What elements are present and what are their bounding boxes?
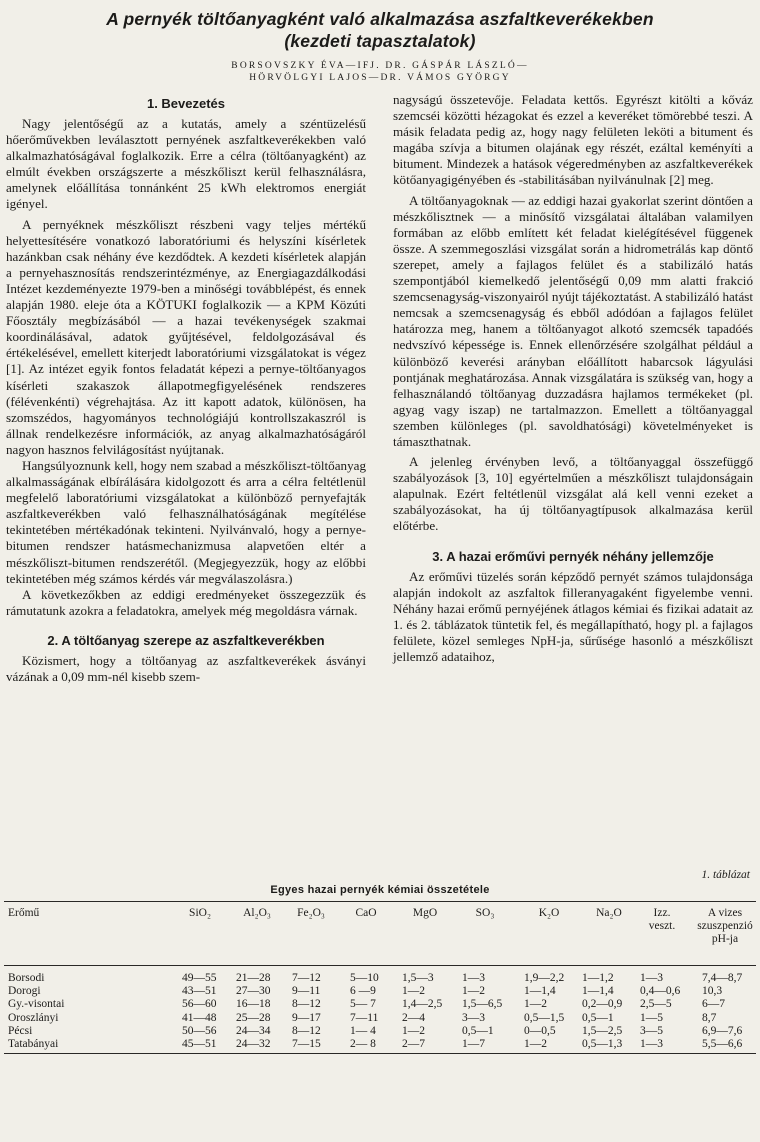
- table-cell-mgo: 1,5—3: [402, 972, 434, 984]
- table-cell-cao: 5—10: [350, 972, 379, 984]
- header-fe2o3: Fe₂O₃: [297, 907, 325, 919]
- table-cell-sio2: 50—56: [182, 1024, 217, 1037]
- paragraph: A pernyéknek mészkőliszt részbeni vagy teljes mértékű helyettesítésére vonatkozó laboratóriumi és helyszíni kísérletek hazánkban csak néhány éve kezdődtek. A kezdeti kísérletek alapján a pernyehasznosítás rendszerintézménye, az Energiagazdálkodási Intézet kezdeményezte 1979-ben a minőségi továbblépést, és ennek alapján 1980. eleje óta a KÖTUKI foglalkozik — a KPM Közúti Főosztály megbízásából — a hazai tevékenységek szakmai koordinálásával, adatok gyűjtésével, feldolgozásával és értékelésével, emellett kiterjedt laboratóriumi vizsgálatokat is végez [1]. Az intézet egyik fontos feladatát képezi a pernye-töltőanyagos kísérleti szakaszok állapotmegfigyelésének rendszeres (félévenkénti) végrehajtása. Az itt kapott adatok, különösen, ha szomszédos, hagyományos technológiájú kontrollszakaszról is állnak rendelkezésre információk, az anyag alkalmazhatóságáról nagyon hasznos felvilágosítást nyújtanak.: [6, 216, 366, 457]
- table-cell-na2o: 1—1,2: [582, 972, 614, 984]
- table-cell-al2o3: 25—28: [236, 1011, 271, 1024]
- table-cell-al2o3: 21—28: [236, 972, 271, 984]
- right-column: [393, 92, 753, 665]
- table-cell-cao: 5— 7: [350, 998, 376, 1011]
- table-cell-cao: 1— 4: [350, 1024, 376, 1037]
- table-cell-k2o: 0—0,5: [524, 1024, 556, 1037]
- table-cell-cao: 2— 8: [350, 1038, 376, 1050]
- table-row-label: Tatabányai: [8, 1038, 59, 1050]
- table-cell-fe2o3: 8—12: [292, 1024, 321, 1037]
- header-mgo: MgO: [412, 907, 438, 919]
- table-cell-sio2: 43—51: [182, 985, 217, 998]
- table-title: Egyes hazai pernyék kémiai összetétele: [270, 884, 490, 896]
- header-sio2: SiO₂: [189, 907, 211, 919]
- table-cell-na2o: 0,5—1,3: [582, 1038, 623, 1050]
- table-cell-ph: 7,4—8,7: [702, 972, 743, 984]
- table-cell-k2o: 1—1,4: [524, 985, 556, 998]
- table-cell-mgo: 2—7: [402, 1038, 425, 1050]
- table-cell-na2o: 0,5—1: [582, 1011, 614, 1024]
- table-cell-izz: 1—5: [640, 1011, 663, 1024]
- table-cell-so3: 1,5—6,5: [462, 998, 503, 1011]
- header-eromu: Erőmű: [8, 907, 40, 919]
- table-cell-na2o: 1,5—2,5: [582, 1024, 623, 1037]
- paragraph: A töltőanyagoknak — az eddigi hazai gyakorlat szerint döntően a mészkőlisztnek — a minősítő vizsgálatai általában valamilyen formában az előbb említett két feladat kielégítésével függenek össze. A szemmegoszlási vizsgálat során a hidrometrálás kap döntő szerepet, amely a fajlagos felület és a stabilizáló hatás szempontjából kiemelkedő jelentőségű 0,09 mm alatti frakció szemcsenagyság-viszonyairól nyújt tájékoztatást. A stabilizáló hatást nemcsak a szemcsenagyság és ebből adódóan a fajlagos felület határozza meg, hanem a töltőanyagot alkotó szemcsék tapadóés nedvszívó képessége is. Ennek ellenőrzésére szolgálhat például a különböző keverési arányban előállított habarcsok lágyulási pontjának meghatározása. Annak vizsgálatára is szükség van, hogy a felhasználandó töltőanyag duzzadásra hajlamos termékeket (pl. agyag vagy iszap) ne tartalmazzon. Emellett a töltőanyaggal szemben különleges (pl. savoldhatósági) követelményeket is támaszthatnak.: [393, 192, 753, 449]
- paragraph: Az erőművi tüzelés során képződő pernyét számos tulajdonsága alapján indokolt az aszfaltok filleranyagaként figyelembe venni. Néhány hazai erőmű pernyéjének átlagos kémiai és fizikai adatait az 1. és 2. táblázatok tüntetik fel, és megállapítható, hogy pl. a fajlagos felülete, közel semleges NpH-ja, sűrűsége hasonló a mészkőliszt jellemző adataihoz,: [393, 568, 753, 664]
- table-cell-ph: 8,7: [702, 1011, 717, 1024]
- table-cell-mgo: 1,4—2,5: [402, 998, 443, 1011]
- title-line-1: A pernyék töltőanyagként való alkalmazása aszfaltkeverékekben: [106, 9, 654, 29]
- table-top-rule: [4, 901, 756, 902]
- table-cell-na2o: 0,2—0,9: [582, 998, 623, 1011]
- header-ph: A vizes szuszpenzió pH-ja: [697, 907, 753, 945]
- paragraph: Közismert, hogy a töltőanyag az aszfaltkeverékek ásványi vázának a 0,09 mm-nél kisebb szem-: [6, 652, 366, 684]
- table-cell-sio2: 41—48: [182, 1011, 217, 1024]
- table-cell-izz: 2,5—5: [640, 998, 672, 1011]
- header-k2o: K₂O: [538, 907, 560, 919]
- table-cell-sio2: 45—51: [182, 1038, 217, 1050]
- table-cell-mgo: 1—2: [402, 985, 425, 998]
- table-cell-al2o3: 24—34: [236, 1024, 271, 1037]
- article-title: [0, 8, 760, 52]
- table-row-label: Gy.-visontai: [8, 998, 65, 1011]
- table-cell-al2o3: 16—18: [236, 998, 271, 1011]
- section-heading-2: 2. A töltőanyag szerepe az aszfaltkeverékben: [47, 632, 325, 648]
- table-cell-k2o: 1—2: [524, 1038, 547, 1050]
- table-row-label: Dorogi: [8, 985, 41, 998]
- header-na2o: Na₂O: [596, 907, 622, 919]
- table-cell-cao: 7—11: [350, 1011, 379, 1024]
- table-cell-k2o: 1,9—2,2: [524, 972, 565, 984]
- table-cell-so3: 1—2: [462, 985, 485, 998]
- table-cell-k2o: 1—2: [524, 998, 547, 1011]
- table-cell-na2o: 1—1,4: [582, 985, 614, 998]
- table-cell-al2o3: 27—30: [236, 985, 271, 998]
- table-cell-fe2o3: 9—17: [292, 1011, 321, 1024]
- table-cell-mgo: 1—2: [402, 1024, 425, 1037]
- table-cell-ph: 5,5—6,6: [702, 1038, 743, 1050]
- paragraph: A következőkben az eddigi eredményeket összegezzük és rámutatunk azokra a feladatokra, amelyek még megoldásra várnak.: [6, 586, 366, 618]
- left-column: [6, 92, 366, 685]
- table-cell-ph: 6,9—7,6: [702, 1024, 743, 1037]
- table-cell-k2o: 0,5—1,5: [524, 1011, 565, 1024]
- table-cell-al2o3: 24—32: [236, 1038, 271, 1050]
- table-row-label: Oroszlányi: [8, 1011, 59, 1024]
- table-cell-izz: 1—3: [640, 972, 663, 984]
- table-cell-mgo: 2—4: [402, 1011, 425, 1024]
- authors-line-1: BORSOVSZKY ÉVA—IFJ. DR. GÁSPÁR LÁSZLÓ—: [231, 61, 529, 71]
- title-line-2: (kezdeti tapasztalatok): [284, 31, 476, 51]
- table-cell-cao: 6 —9: [350, 985, 376, 998]
- table-cell-izz: 1—3: [640, 1038, 663, 1050]
- table-cell-izz: 0,4—0,6: [640, 985, 681, 998]
- table-cell-so3: 1—3: [462, 972, 485, 984]
- table-cell-so3: 0,5—1: [462, 1024, 494, 1037]
- table-cell-ph: 6—7: [702, 998, 725, 1011]
- header-cao: CaO: [355, 907, 377, 919]
- header-izz: Izz. veszt.: [648, 907, 676, 932]
- table-header-rule: [4, 965, 756, 966]
- table-cell-fe2o3: 8—12: [292, 998, 321, 1011]
- section-heading-1: 1. Bevezetés: [146, 96, 226, 111]
- paragraph: nagyságú összetevője. Feladata kettős. Egyrészt kitölti a kőváz szemcséi közötti hézagokat és ezzel a keveréket tömörebbé teszi. A másik feladata pedig az, hogy nagy felületen leköti a bitument és magába szívja a bitumen olajának egy részét, ezáltal keményíti a bitument. Mindezek a hatások végeredményben az aszfaltkeverékek kötőanyagigényében és -stabilitásában nyilvánulnak [2] meg.: [393, 92, 753, 188]
- header-al2o3: Al₂O₃: [243, 907, 271, 919]
- table-cell-fe2o3: 7—15: [292, 1038, 321, 1050]
- table-row-label: Pécsi: [8, 1024, 33, 1037]
- table-cell-so3: 3—3: [462, 1011, 485, 1024]
- table-bottom-rule: [4, 1053, 756, 1054]
- table-number: 1. táblázat: [701, 869, 750, 881]
- table-cell-fe2o3: 7—12: [292, 972, 321, 984]
- header-so3: SO₃: [475, 907, 495, 919]
- paragraph: Hangsúlyoznunk kell, hogy nem szabad a mészkőliszt-töltőanyag alkalmasságának elbírálására kidolgozott és arra a célra feltétlenül megfelelő laboratóriumi vizsgálatokat a különböző pernyefajták aszfaltkeverékben való felhasználhatóságának megítélése tekintetében mértékadónak tekinteni. Nyilvánvaló, hogy a pernye-bitumen rendszer hatásmechanizmusa alapvetően eltér a mészkőliszt-bitumen rendszerétől. (Megjegyezzük, hogy az előbbi tekintetében még számos kérdés vár megválaszolásra.): [6, 457, 366, 586]
- authors: [0, 60, 760, 84]
- authors-line-2: HÖRVÖLGYI LAJOS—DR. VÁMOS GYÖRGY: [249, 73, 511, 83]
- paragraph: Nagy jelentőségű az a kutatás, amely a széntüzelésű hőerőművekben leválasztott pernyének aszfaltkeverékekben való alkalmazhatóságával foglalkozik. Erre a célra (töltőanyagként) az elmúlt években országszerte a mészkőliszt kerül felhasználásra, amelynek előállítása tonnánként 25 kWh elektromos energiát igényel.: [6, 116, 366, 212]
- table-row-label: Borsodi: [8, 972, 45, 984]
- table-cell-sio2: 49—55: [182, 972, 217, 984]
- section-heading-3: 3. A hazai erőművi pernyék néhány jellemzője: [432, 548, 714, 564]
- table-cell-so3: 1—7: [462, 1038, 485, 1050]
- table-cell-fe2o3: 9—11: [292, 985, 321, 998]
- paragraph: A jelenleg érvényben levő, a töltőanyaggal összefüggő szabályozások [3, 10] egyértelműen a mészkőliszt tulajdonságain alapulnak. Ezért feltétlenül vizsgálat alá kell venni ezeket a szabályozásokat, ha új töltőanyagtípusok alkalmazása kerül előtérbe.: [393, 454, 753, 534]
- table-cell-izz: 3—5: [640, 1024, 663, 1037]
- table-cell-sio2: 56—60: [182, 998, 217, 1011]
- table-cell-ph: 10,3: [702, 985, 723, 998]
